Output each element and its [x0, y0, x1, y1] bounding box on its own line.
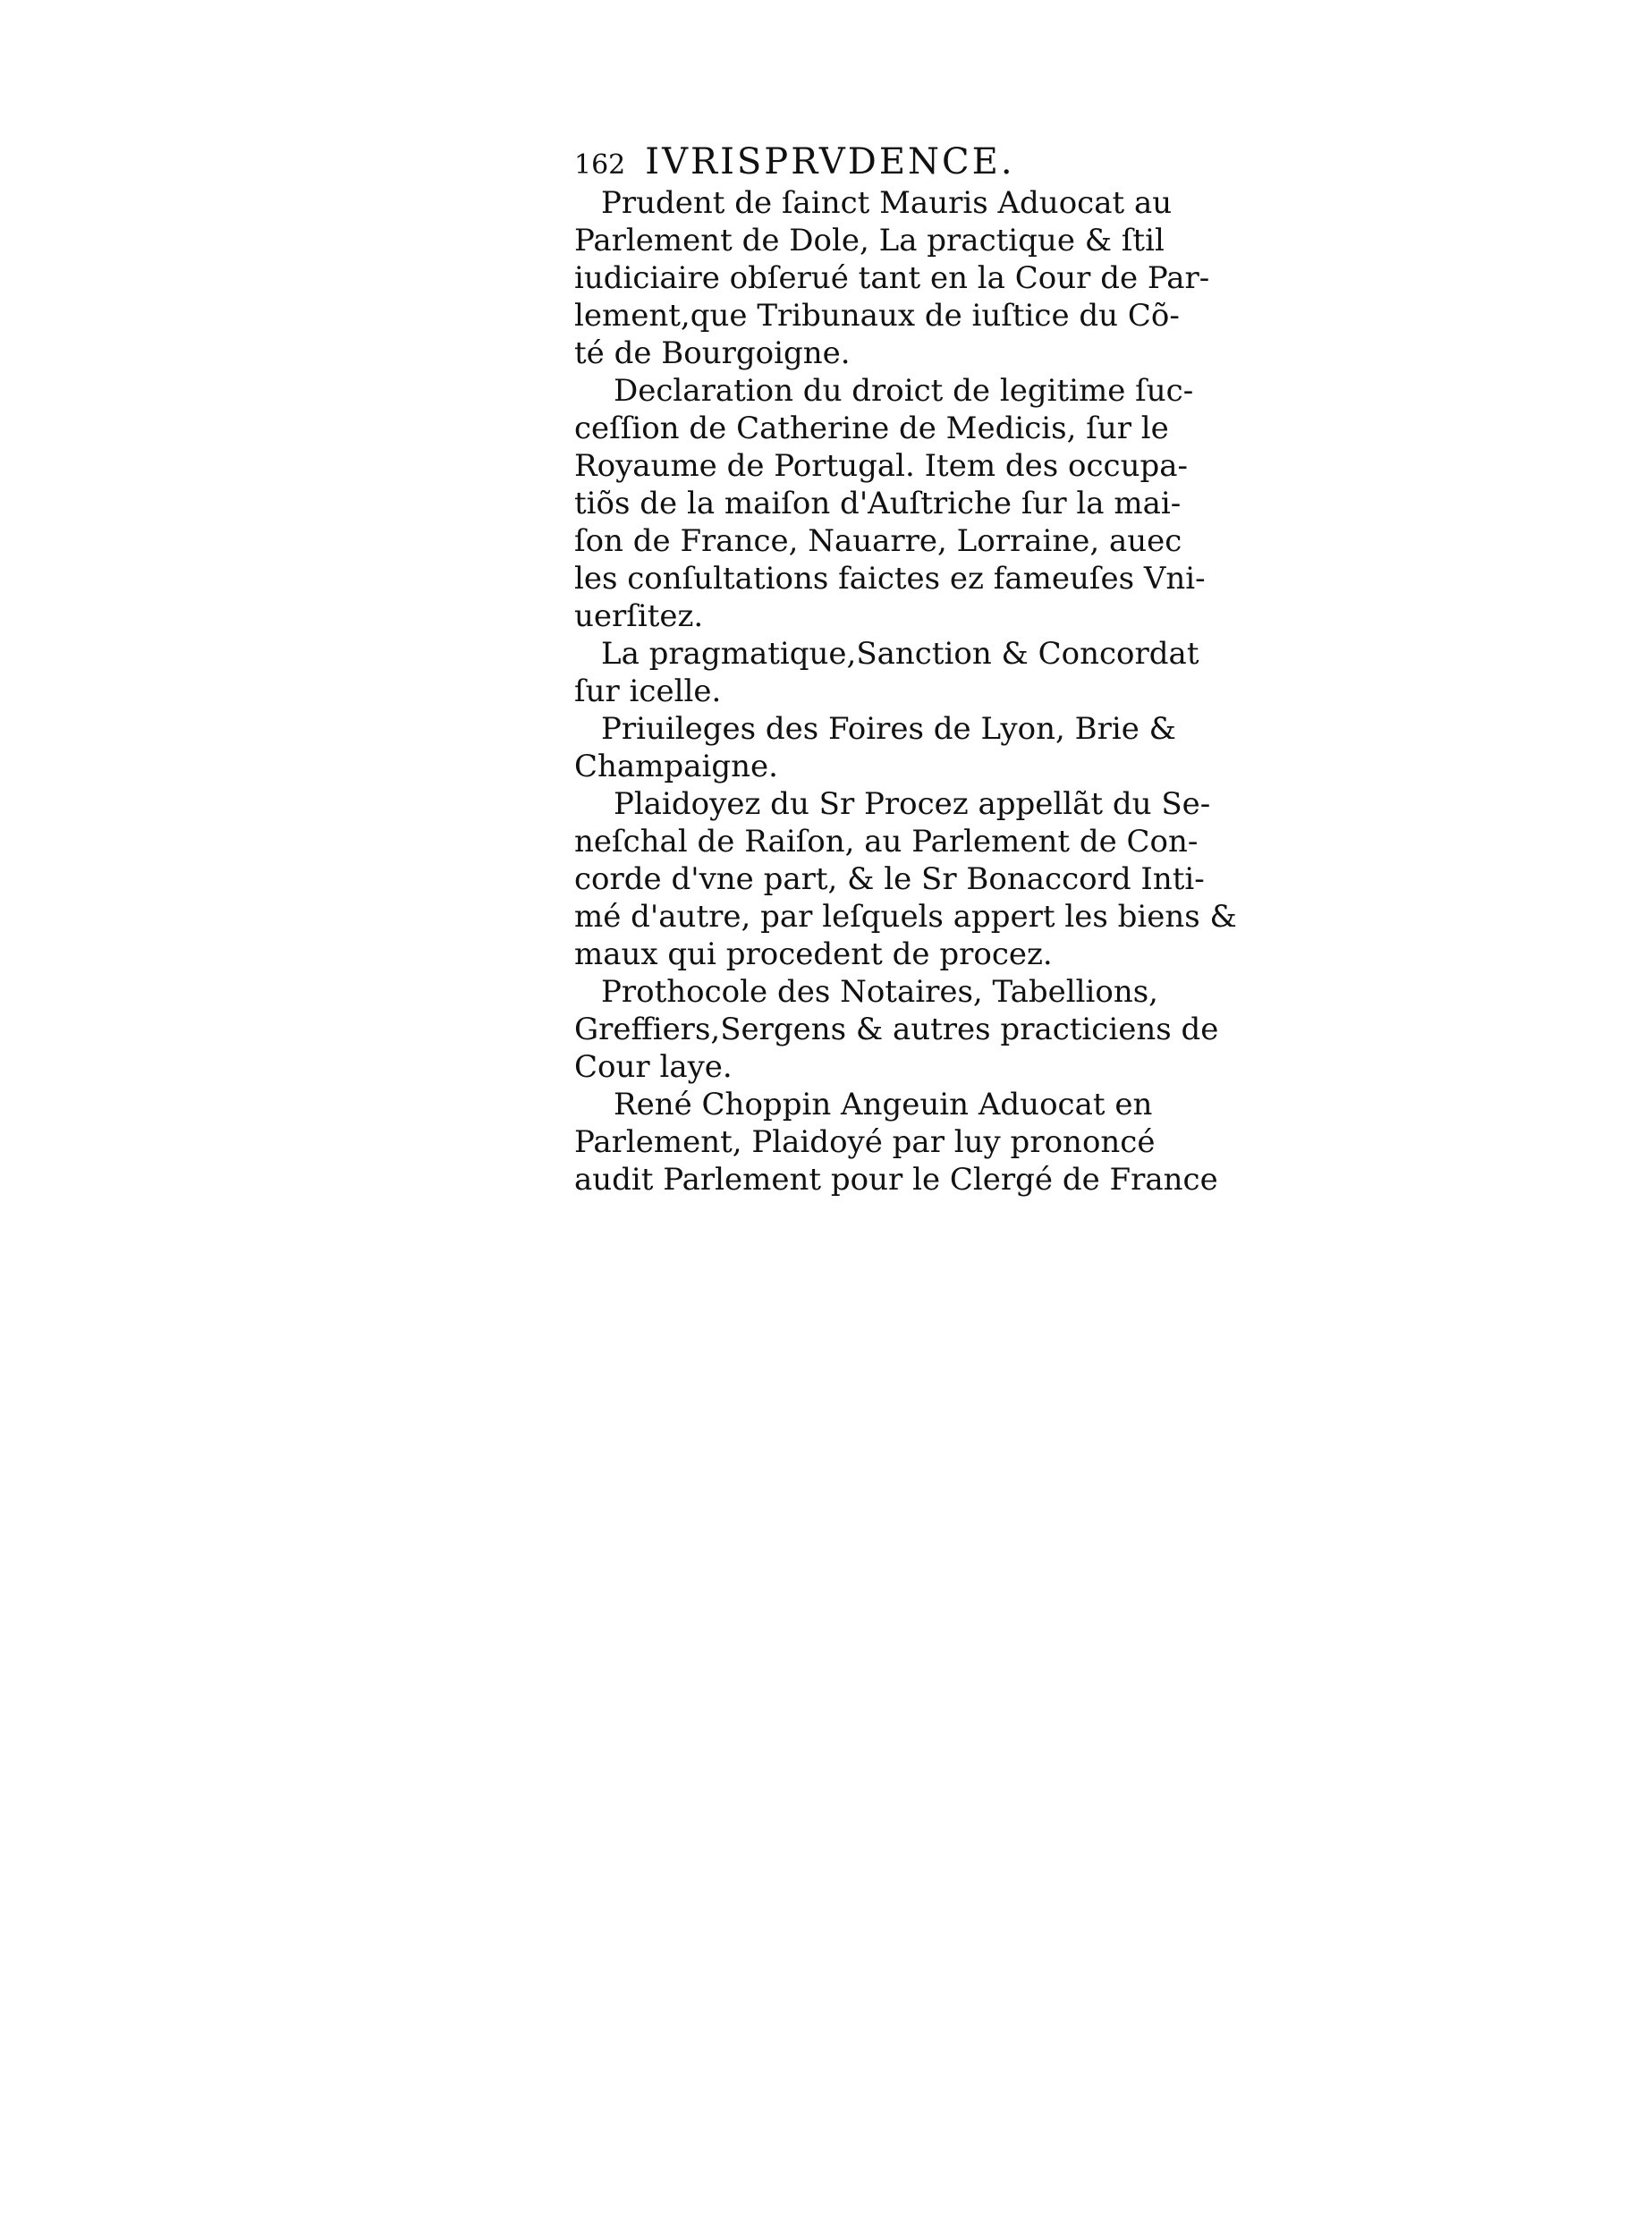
text-line: Parlement, Plaidoyé par luy prononcé	[574, 1124, 1156, 1160]
text-line: audit Parlement pour le Clergé de France	[574, 1162, 1218, 1198]
book-page-text	[574, 141, 1237, 1198]
text-line: ſur icelle.	[574, 673, 722, 709]
catalog-entry	[574, 635, 1199, 710]
text-line: Greffiers,Sergens & autres practiciens de	[574, 1012, 1219, 1047]
text-line: les conſultations faictes ez fameuſes Vni-	[574, 561, 1206, 597]
text-line: corde d'vne part, & le Sr Bonaccord Inti-	[574, 861, 1205, 897]
text-line: Royaume de Portugal. Item des occupa-	[574, 448, 1188, 484]
text-line: neſchal de Raiſon, au Parlement de Con-	[574, 824, 1199, 860]
page-header	[574, 143, 1147, 184]
text-line: Priuileges des Foires de Lyon, Brie &	[601, 711, 1176, 747]
catalog-entry	[574, 184, 1210, 372]
text-line: iudiciaire obſerué tant en la Cour de Par-	[574, 260, 1210, 296]
text-line: Prudent de ſainct Mauris Aduocat au	[601, 185, 1173, 221]
text-line: tiõs de la maiſon d'Auſtriche ſur la mai-	[574, 486, 1182, 521]
catalog-entry	[574, 710, 1176, 785]
text-line: Declaration du droict de legitime ſuc-	[614, 373, 1194, 409]
catalog-entry	[574, 973, 1219, 1086]
catalog-entry	[574, 372, 1206, 635]
text-line: mé d'autre, par leſquels appert les biens &	[574, 899, 1237, 935]
text-line: té de Bourgoigne.	[574, 335, 851, 371]
text-line: Cour laye.	[574, 1049, 733, 1085]
text-line: Champaigne.	[574, 749, 778, 784]
page-number: 162	[574, 149, 626, 181]
catalog-entry	[574, 1086, 1218, 1198]
running-head: IVRISPRVDENCE.	[645, 141, 1015, 182]
text-line: Prothocole des Notaires, Tabellions,	[601, 974, 1158, 1010]
text-line: Parlement de Dole, La practique & ſtil	[574, 223, 1165, 258]
text-line: maux qui procedent de procez.	[574, 936, 1053, 972]
text-line: lement,que Tribunaux de iuſtice du Cõ-	[574, 298, 1180, 334]
text-line: ſon de France, Nauarre, Lorraine, auec	[574, 523, 1182, 559]
text-line: uerſitez.	[574, 598, 704, 634]
text-line: La pragmatique,Sanction & Concordat	[601, 636, 1199, 672]
text-line: ceſſion de Catherine de Medicis, ſur le	[574, 411, 1169, 446]
catalog-entry	[574, 785, 1237, 973]
text-line: René Choppin Angeuin Aduocat en	[614, 1087, 1153, 1122]
text-line: Plaidoyez du Sr Procez appellãt du Se-	[614, 786, 1211, 822]
